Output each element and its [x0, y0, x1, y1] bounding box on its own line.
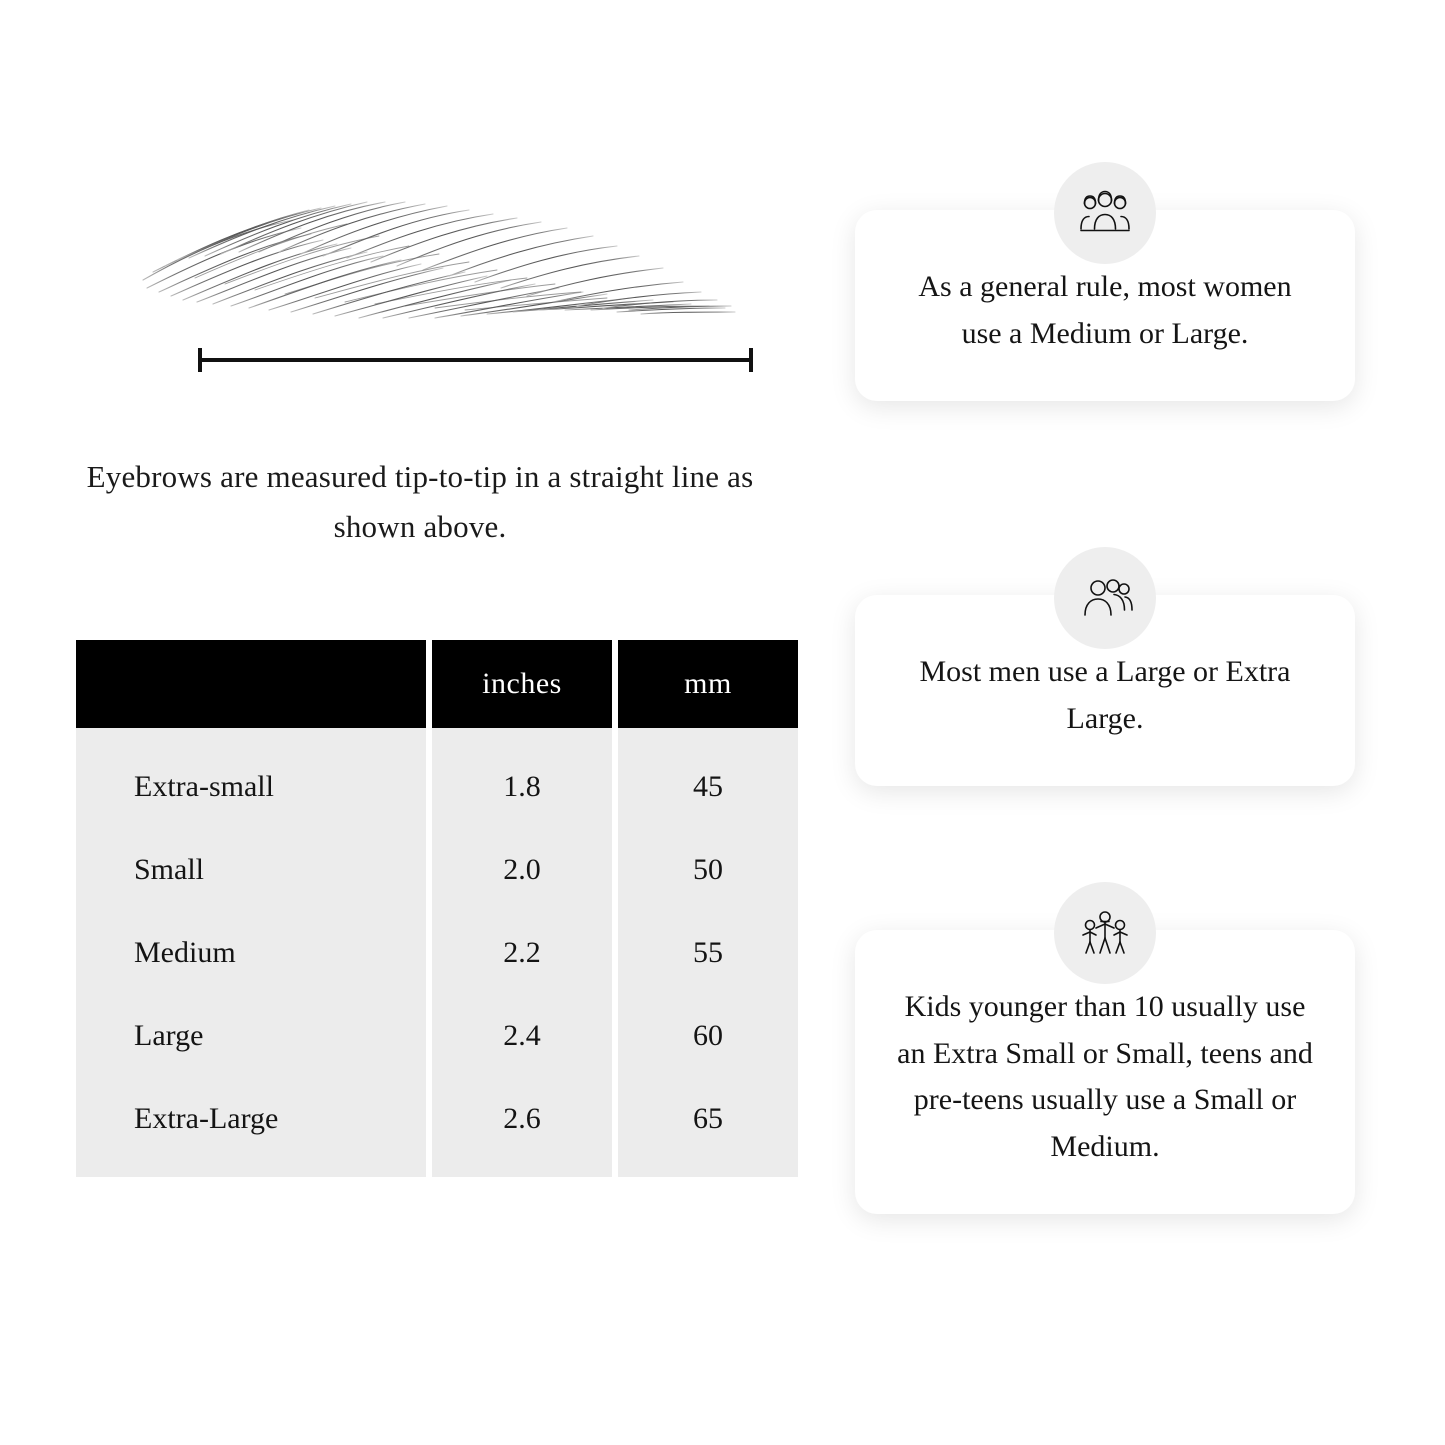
cell-mm: 60 [618, 994, 798, 1077]
measurement-section [70, 160, 770, 1177]
cell-mm: 45 [618, 728, 798, 828]
table-row [76, 828, 798, 911]
tip-text: Most men use a Large or Extra Large. [919, 655, 1291, 735]
table-row [76, 911, 798, 994]
cell-inches: 2.0 [432, 828, 612, 911]
tip-card-kids [855, 930, 1355, 1214]
tip-text: As a general rule, most women use a Medium or Large. [918, 270, 1292, 350]
kids-group-icon [1054, 882, 1156, 984]
table-header-mm: mm [618, 640, 798, 728]
tip-card-women-slot [855, 210, 1355, 401]
cell-inches: 2.4 [432, 994, 612, 1077]
tip-card-women [855, 210, 1355, 401]
table-header [76, 640, 798, 728]
tip-card-men [855, 595, 1355, 786]
size-chart-table [70, 640, 804, 1177]
cell-inches: 1.8 [432, 728, 612, 828]
cell-mm: 50 [618, 828, 798, 911]
cell-mm: 55 [618, 911, 798, 994]
cell-size: Medium [76, 911, 426, 994]
table-header-size [76, 640, 426, 728]
table-body [76, 728, 798, 1177]
cell-size: Extra-small [76, 728, 426, 828]
women-group-icon [1054, 162, 1156, 264]
cell-size: Extra-Large [76, 1077, 426, 1177]
cell-size: Large [76, 994, 426, 1077]
table-header-inches: inches [432, 640, 612, 728]
cell-inches: 2.6 [432, 1077, 612, 1177]
table-row [76, 728, 798, 828]
table-header-row [76, 640, 798, 728]
table-row [76, 1077, 798, 1177]
measurement-cap-right [749, 348, 753, 372]
cell-mm: 65 [618, 1077, 798, 1177]
cell-inches: 2.2 [432, 911, 612, 994]
eyebrow-graphic [125, 160, 745, 340]
measurement-bar [198, 348, 753, 370]
measurement-caption: Eyebrows are measured tip-to-tip in a straight line as shown above. [86, 459, 754, 545]
measurement-bar-line [198, 358, 753, 362]
tip-card-men-slot [855, 595, 1355, 786]
table-row [76, 994, 798, 1077]
cell-size: Small [76, 828, 426, 911]
men-group-icon [1054, 547, 1156, 649]
eyebrow-illustration [125, 160, 745, 390]
tip-text: Kids younger than 10 usually use an Extra Small or Small, teens and pre-teens usually use a Small or Medium. [897, 990, 1313, 1163]
tip-card-kids-slot [855, 930, 1355, 1214]
